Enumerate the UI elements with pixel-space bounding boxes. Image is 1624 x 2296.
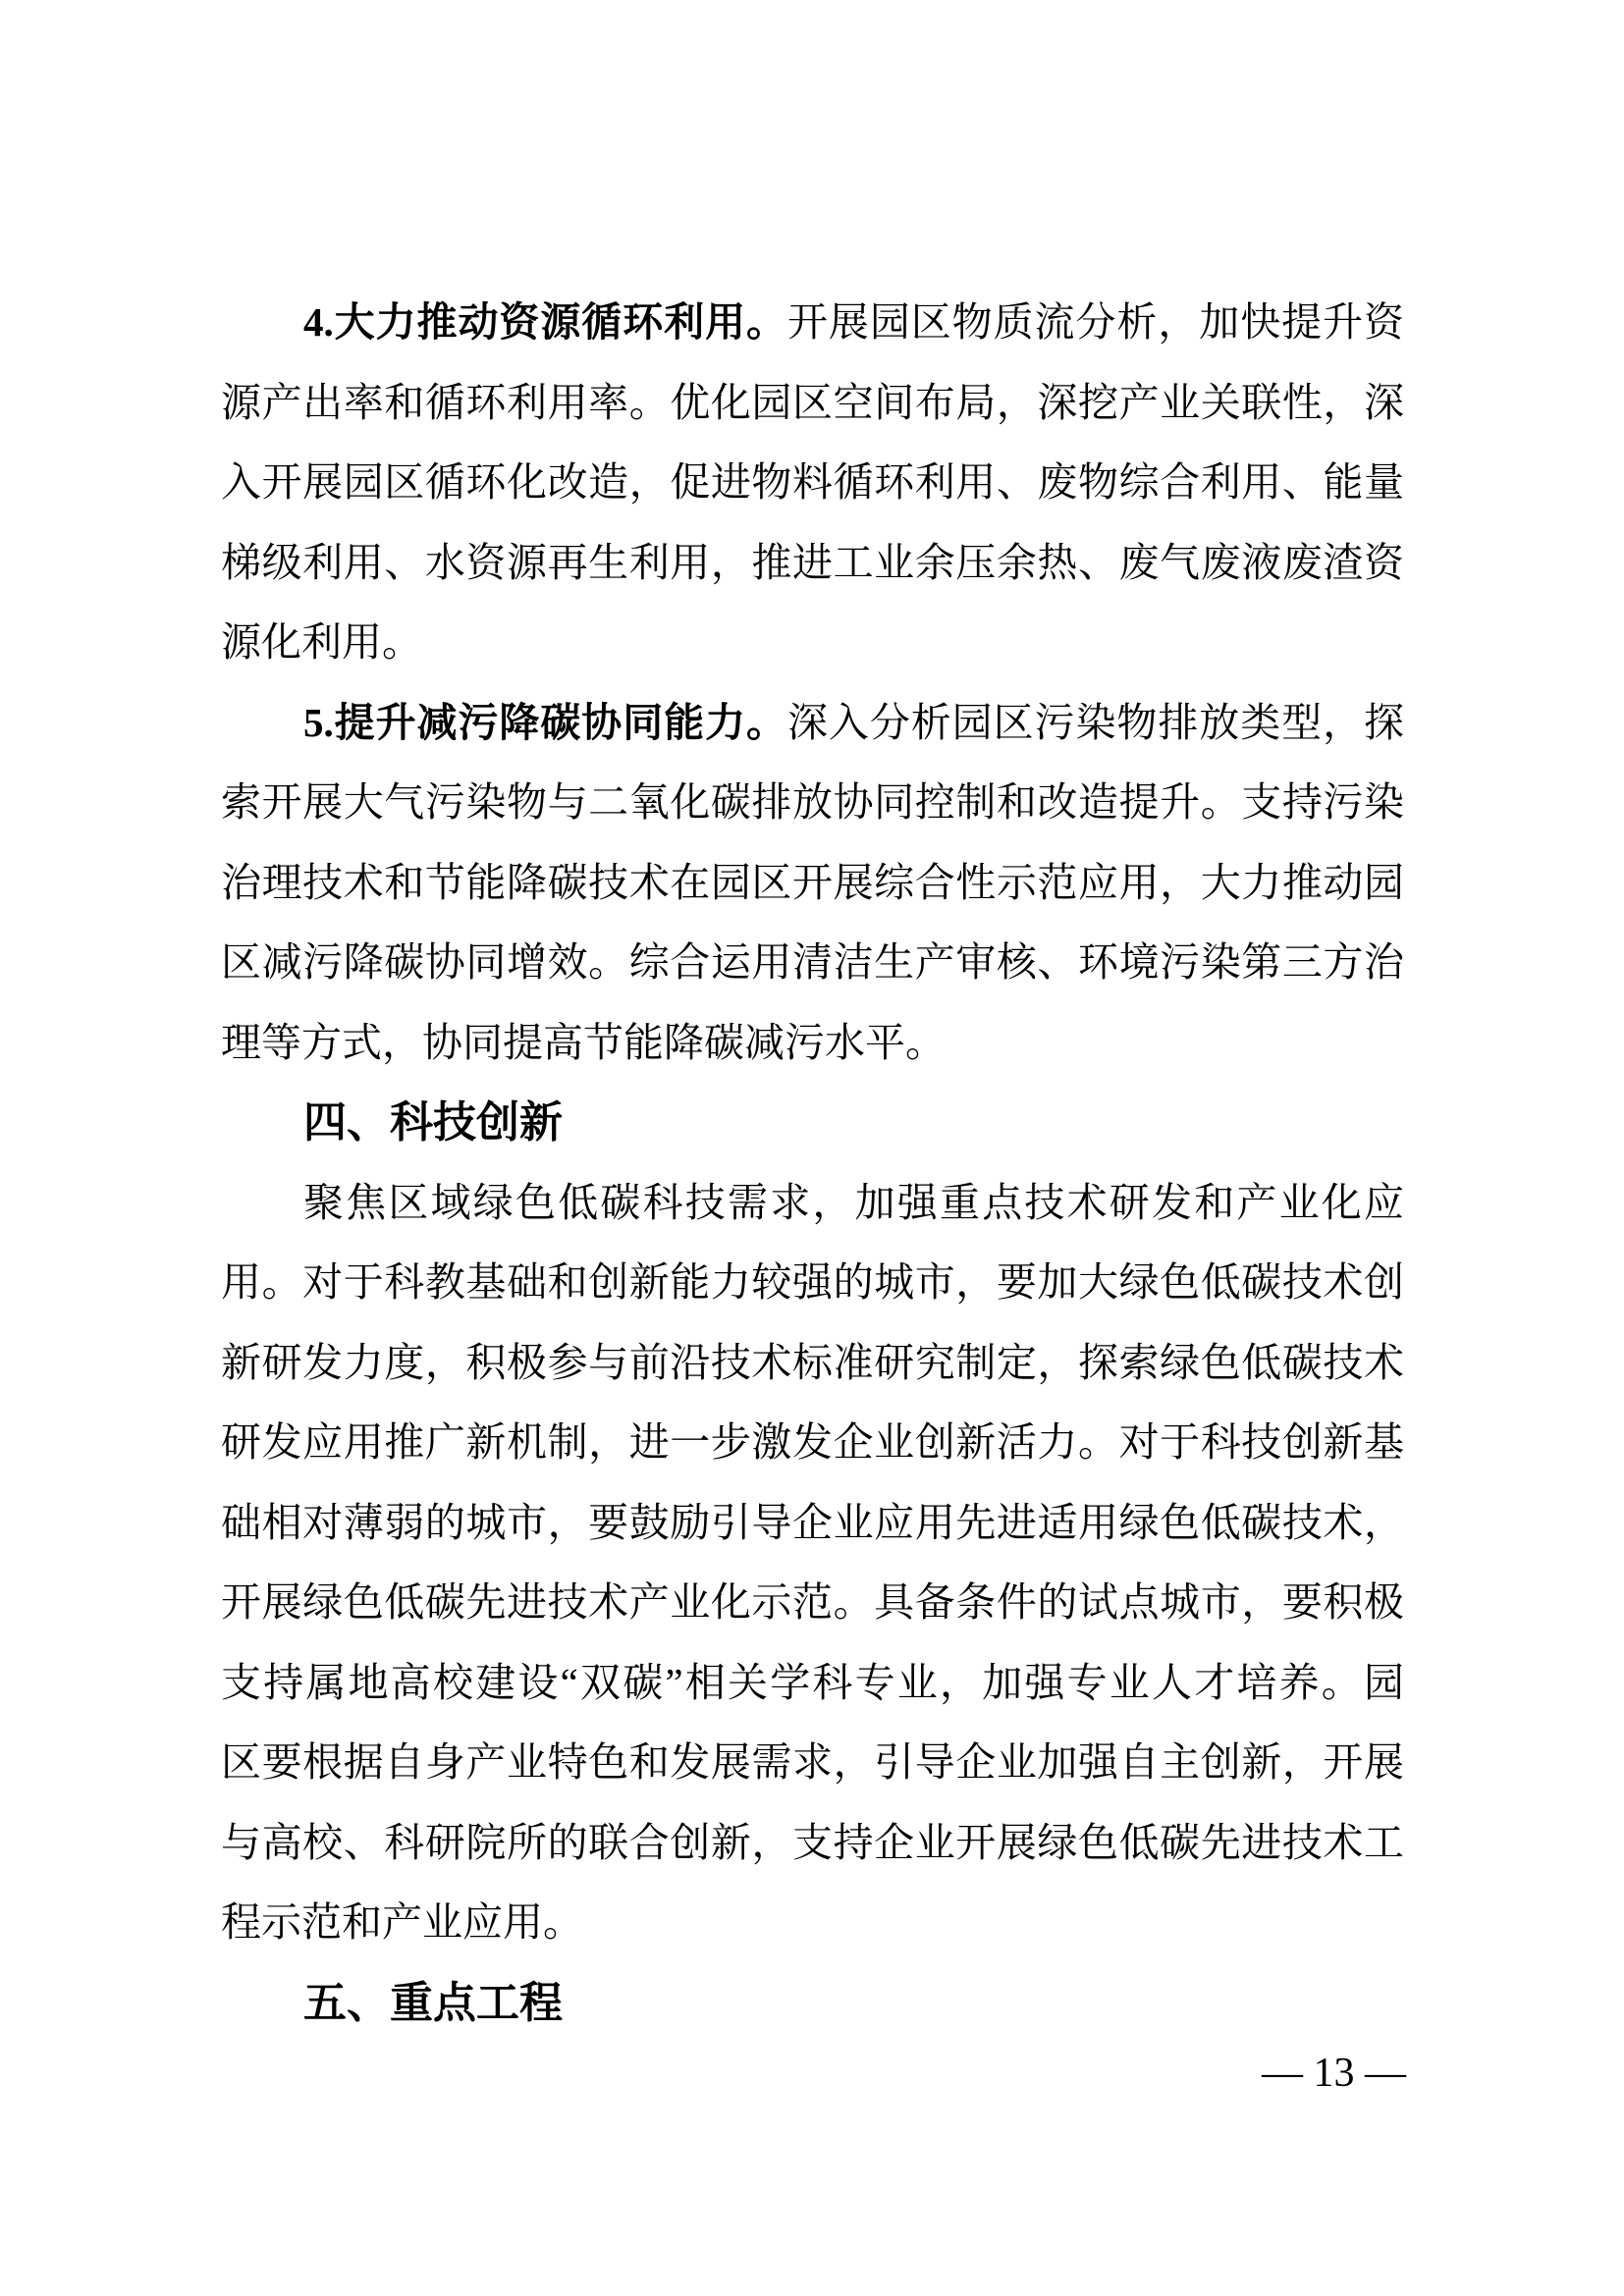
section-4-para-line-8 xyxy=(221,1723,1404,1803)
line-text: 入开展园区循环化改造，促进物料循环利用、废物综合利用、能量 xyxy=(221,459,1404,505)
line-text: 用。对于科教基础和创新能力较强的城市，要加大绿色低碳技术创 xyxy=(221,1259,1404,1305)
line-text: 开展园区物质流分析，加快提升资 xyxy=(786,299,1405,345)
line-text: 程示范和产业应用。 xyxy=(221,1899,583,1945)
line-text: 础相对薄弱的城市，要鼓励引导企业应用先进适用绿色低碳技术， xyxy=(221,1499,1404,1545)
section-4-para-line-7 xyxy=(221,1643,1404,1724)
line-text: 理等方式，协同提高节能降碳减污水平。 xyxy=(221,1019,946,1065)
paragraph-4-line-3 xyxy=(221,443,1404,523)
line-text: 支持属地高校建设“双碳”相关学科专业，加强专业人才培养。园 xyxy=(221,1659,1404,1705)
section-4-para-line-3 xyxy=(221,1323,1404,1404)
line-text: 索开展大气污染物与二氧化碳排放协同控制和改造提升。支持污染 xyxy=(221,779,1404,825)
section-4-para-line-2 xyxy=(221,1243,1404,1323)
line-text: 治理技术和节能降碳技术在园区开展综合性示范应用，大力推动园 xyxy=(221,859,1404,905)
paragraph-5-line-1 xyxy=(221,683,1404,764)
paragraph-4-line-2 xyxy=(221,363,1404,444)
section-4-para-line-10 xyxy=(221,1883,1404,1963)
document-text-block xyxy=(221,283,1404,2043)
paragraph-5-line-4 xyxy=(221,923,1404,1003)
line-text: 源产出率和循环利用率。优化园区空间布局，深挖产业关联性，深 xyxy=(221,379,1404,425)
line-text: 源化利用。 xyxy=(221,619,422,665)
paragraph-5-line-2 xyxy=(221,763,1404,843)
line-text: 新研发力度，积极参与前沿技术标准研究制定，探索绿色低碳技术 xyxy=(221,1339,1404,1385)
paragraph-5-lead: 5.提升减污降碳协同能力。 xyxy=(303,699,787,745)
paragraph-5-line-5 xyxy=(221,1003,1404,1084)
section-heading-science-innovation: 四、科技创新 xyxy=(303,1098,563,1147)
line-text: 研发应用推广新机制，进一步激发企业创新活力。对于科技创新基 xyxy=(221,1419,1404,1465)
line-text: 深入分析园区污染物排放类型，探 xyxy=(786,699,1405,745)
paragraph-5-line-3 xyxy=(221,843,1404,924)
page-number: — 13 — xyxy=(1262,2051,1406,2096)
section-4-para-line-4 xyxy=(221,1403,1404,1483)
section-heading-key-projects: 五、重点工程 xyxy=(303,1978,563,2027)
paragraph-4-line-5 xyxy=(221,603,1404,683)
paragraph-4-lead: 4.大力推动资源循环利用。 xyxy=(303,299,787,345)
line-text: 聚焦区域绿色低碳科技需求，加强重点技术研发和产业化应 xyxy=(303,1179,1404,1225)
line-text: 区要根据自身产业特色和发展需求，引导企业加强自主创新，开展 xyxy=(221,1739,1404,1785)
line-text: 梯级利用、水资源再生利用，推进工业余压余热、废气废液废渣资 xyxy=(221,539,1404,585)
section-4-para-line-1 xyxy=(221,1163,1404,1244)
line-text: 区减污降碳协同增效。综合运用清洁生产审核、环境污染第三方治 xyxy=(221,939,1404,985)
paragraph-4-line-1 xyxy=(221,283,1404,363)
section-4-para-line-5 xyxy=(221,1483,1404,1564)
line-text: 开展绿色低碳先进技术产业化示范。具备条件的试点城市，要积极 xyxy=(221,1579,1404,1625)
paragraph-4-line-4 xyxy=(221,523,1404,604)
line-text: 与高校、科研院所的联合创新，支持企业开展绿色低碳先进技术工 xyxy=(221,1819,1404,1865)
section-4-para-line-9 xyxy=(221,1803,1404,1884)
section-4-para-line-6 xyxy=(221,1563,1404,1643)
